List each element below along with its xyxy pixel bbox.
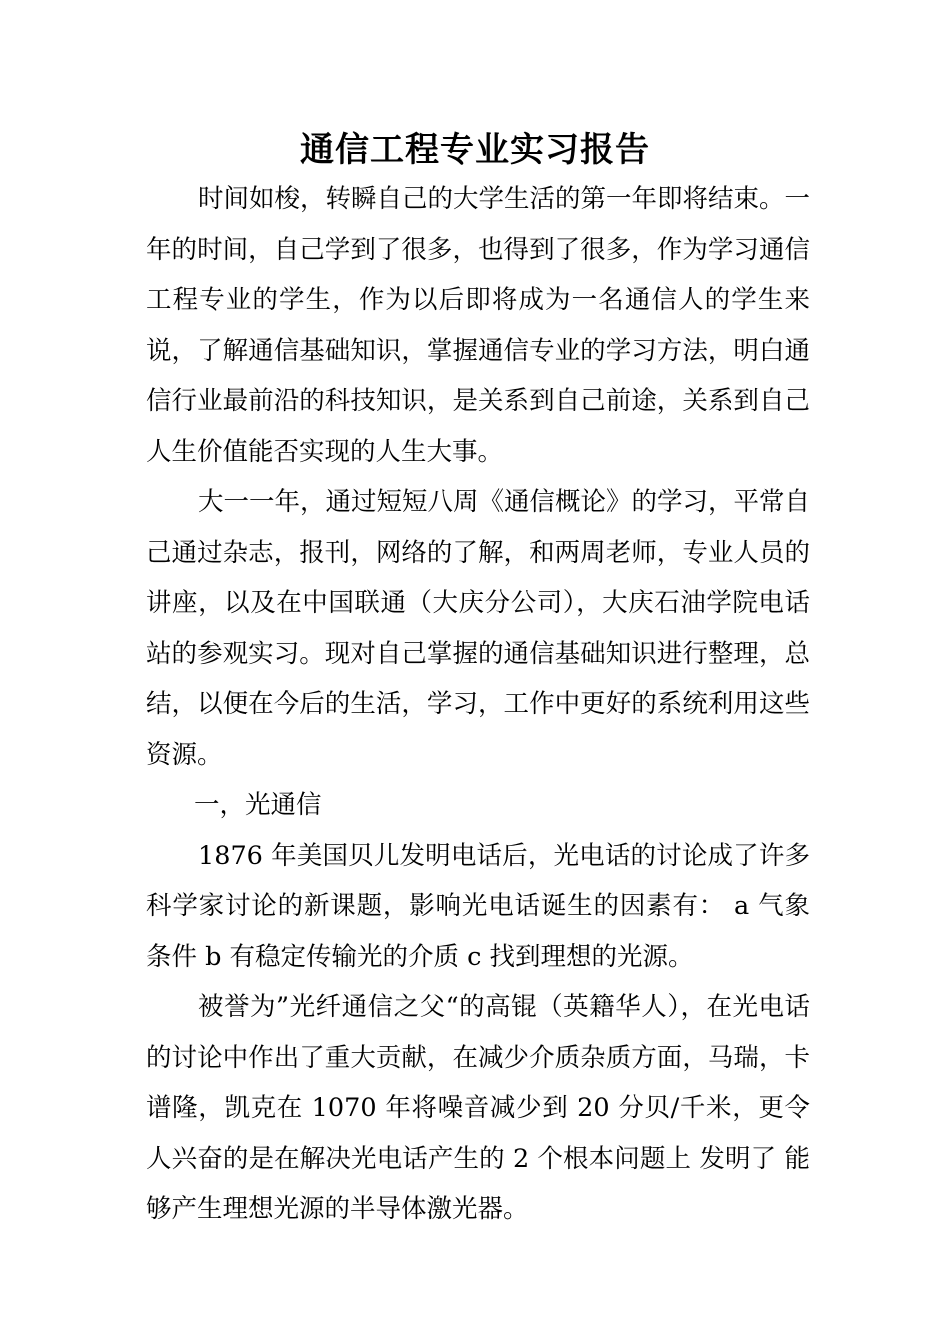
paragraph-optical-telephone-history: 1876 年美国贝儿发明电话后，光电话的讨论成了许多科学家讨论的新课题，影响光电话诞生的因素有： a 气象条件 b 有稳定传输光的介质 c 找到理想的光源。 bbox=[146, 840, 810, 972]
document-title: 通信工程专业实习报告 bbox=[300, 130, 650, 170]
paragraph-study-summary: 大一一年，通过短短八周《通信概论》的学习，平常自己通过杂志，报刊，网络的了解，和两周老师，专业人员的讲座，以及在中国联通（大庆分公司），大庆石油学院电话站的参观实习。现对自己掌握的通信基础知识进行整理，总结，以便在今后的生活，学习，工作中更好的系统利用这些资源。 bbox=[146, 487, 811, 770]
paragraph-charles-kao: 被誉为”光纤通信之父“的高锟（英籍华人），在光电话的讨论中作出了重大贡献，在减少介质杂质方面，马瑞，卡谱隆，凯克在 1070 年将噪音减少到 20 分贝/千米，更令人兴奋的是在解决光电话产生的 2 个根本问题上 发明了 能够产生理想光源的半导体激光器。 bbox=[146, 992, 810, 1224]
paragraph-intro: 时间如梭，转瞬自己的大学生活的第一年即将结束。一年的时间，自己学到了很多，也得到了很多，作为学习通信工程专业的学生，作为以后即将成为一名通信人的学生来说，了解通信基础知识，掌握通信专业的学习方法，明白通信行业最前沿的科技知识，是关系到自己前途，关系到自己人生价值能否实现的人生大事。 bbox=[146, 184, 811, 467]
section-heading-optical-communication: 一，光通信 bbox=[194, 790, 322, 820]
document-body bbox=[146, 174, 810, 1235]
